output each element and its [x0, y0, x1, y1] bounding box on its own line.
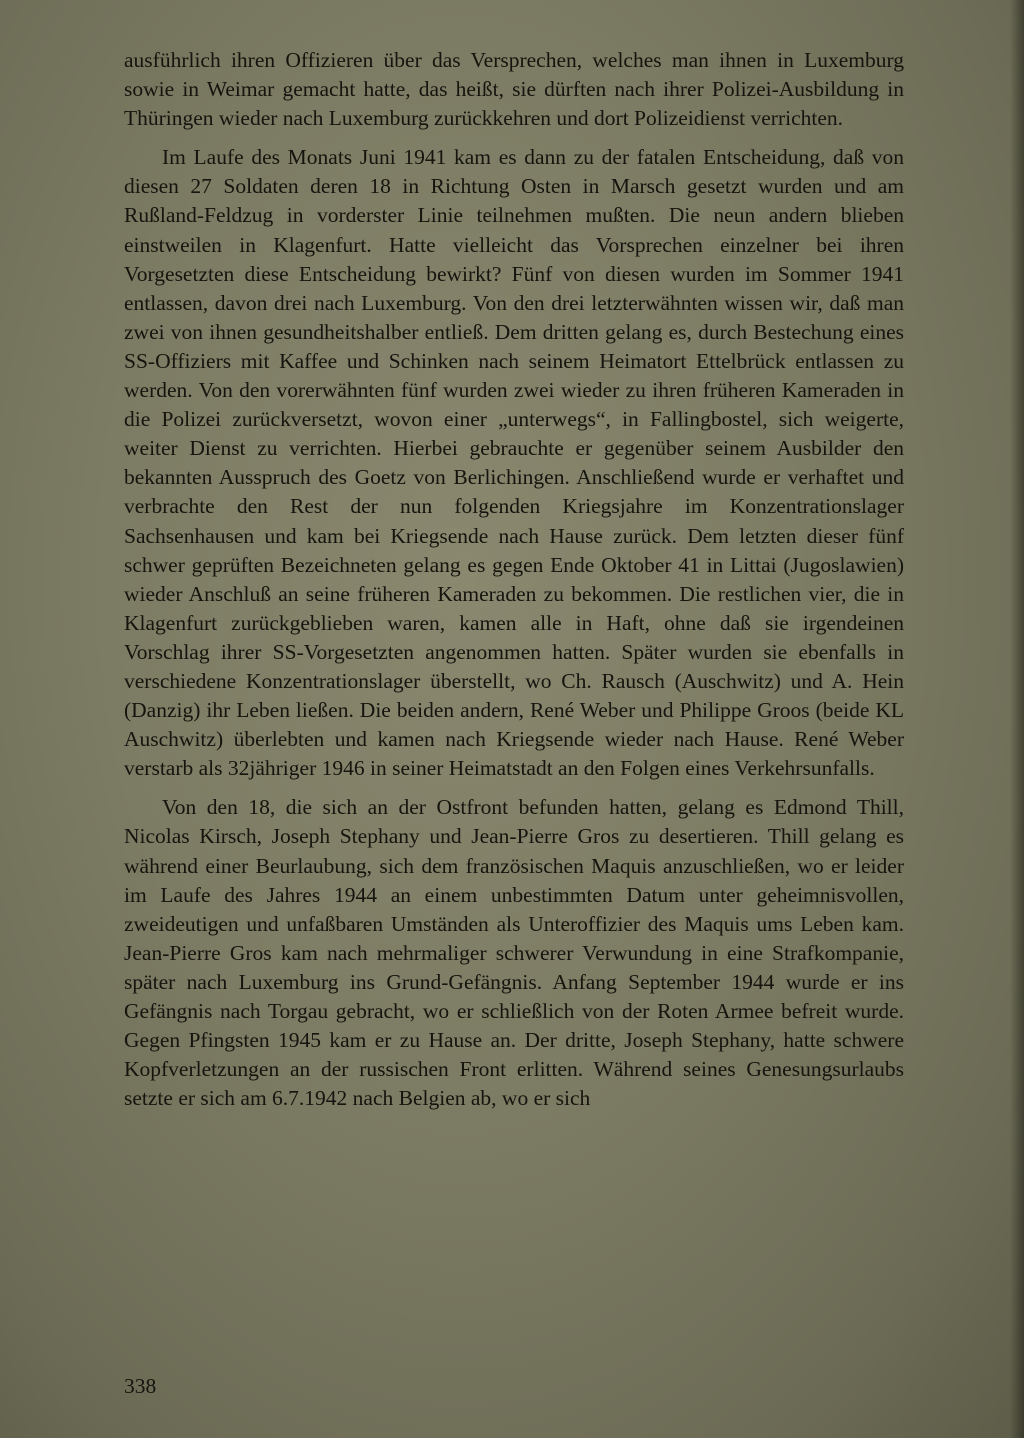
paragraph-3: Von den 18, die sich an der Ostfront befunden hatten, gelang es Edmond Thill, Nicolas Kirsch, Joseph Stephany und Jean-Pierre Gros zu desertieren. Thill gelang es während einer Beurlaubung, sich dem französischen Maquis anzuschließen, wo er leider im Laufe des Jahres 1944 an einem unbestimmten Datum unter geheimnisvollen, zweideutigen und unfaßbaren Umständen als Unteroffizier des Maquis ums Leben kam. Jean-Pierre Gros kam nach mehrmaliger schwerer Verwundung in eine Strafkompanie, später nach Luxemburg ins Grund-Gefängnis. Anfang September 1944 wurde er ins Gefängnis nach Torgau gebracht, wo er schließlich von der Roten Armee befreit wurde. Gegen Pfingsten 1945 kam er zu Hause an. Der dritte, Joseph Stephany, hatte schwere Kopfverletzungen an der russischen Front erlitten. Während seines Genesungsurlaubs setzte er sich am 6.7.1942 nach Belgien ab, wo er sich: [124, 795, 904, 1111]
paragraph-2: Im Laufe des Monats Juni 1941 kam es dann zu der fatalen Entscheidung, daß von diesen 27 Soldaten deren 18 in Richtung Osten in Marsch gesetzt wurden und am Rußland-Feldzug in vorderster Linie teilnehmen mußten. Die neun andern blieben einstweilen in Klagenfurt. Hatte vielleicht das Vorsprechen einzelner bei ihren Vorgesetzten diese Entscheidung bewirkt? Fünf von diesen wurden im Sommer 1941 entlassen, davon drei nach Luxemburg. Von den drei letzterwähnten wissen wir, daß man zwei von ihnen gesundheitshalber entließ. Dem dritten gelang es, durch Bestechung eines SS-Offiziers mit Kaffee und Schinken nach seinem Heimatort Ettelbrück entlassen zu werden. Von den vorerwähnten fünf wurden zwei wieder zu ihren früheren Kameraden in die Polizei zurückversetzt, wovon einer „unterwegs“, in Fallingbostel, sich weigerte, weiter Dienst zu verrichten. Hierbei gebrauchte er gegenüber seinem Ausbilder den bekannten Ausspruch des Goetz von Berlichingen. Anschließend wurde er verhaftet und verbrachte den Rest der nun folgenden Kriegsjahre im Konzentrationslager Sachsenhausen und kam bei Kriegsende nach Hause zurück. Dem letzten dieser fünf schwer geprüften Bezeichneten gelang es gegen Ende Oktober 41 in Littai (Jugoslawien) wieder Anschluß an seine früheren Kameraden zu bekommen. Die restlichen vier, die in Klagenfurt zurückgeblieben waren, kamen alle in Haft, ohne daß sie irgendeinen Vorschlag ihrer SS-Vorgesetzten angenommen hatten. Später wurden sie ebenfalls in verschiedene Konzentrationslager überstellt, wo Ch. Rausch (Auschwitz) und A. Hein (Danzig) ihr Leben ließen. Die beiden andern, René Weber und Philippe Groos (beide KL Auschwitz) überlebten und kamen nach Kriegsende wieder nach Hause. René Weber verstarb als 32jähriger 1946 in seiner Heimatstadt an den Folgen eines Verkehrsunfalls.: [124, 145, 904, 781]
page-edge-shadow: [1010, 0, 1024, 1438]
paragraph-1: ausführlich ihren Offizieren über das Versprechen, welches man ihnen in Luxemburg sowie in Weimar gemacht hatte, das heißt, sie dürften nach ihrer Polizei-Ausbildung in Thüringen wieder nach Luxemburg zurückkehren und dort Polizeidienst verrichten.: [124, 48, 904, 131]
page-number: 338: [124, 1374, 157, 1398]
body-text: [124, 46, 904, 1113]
